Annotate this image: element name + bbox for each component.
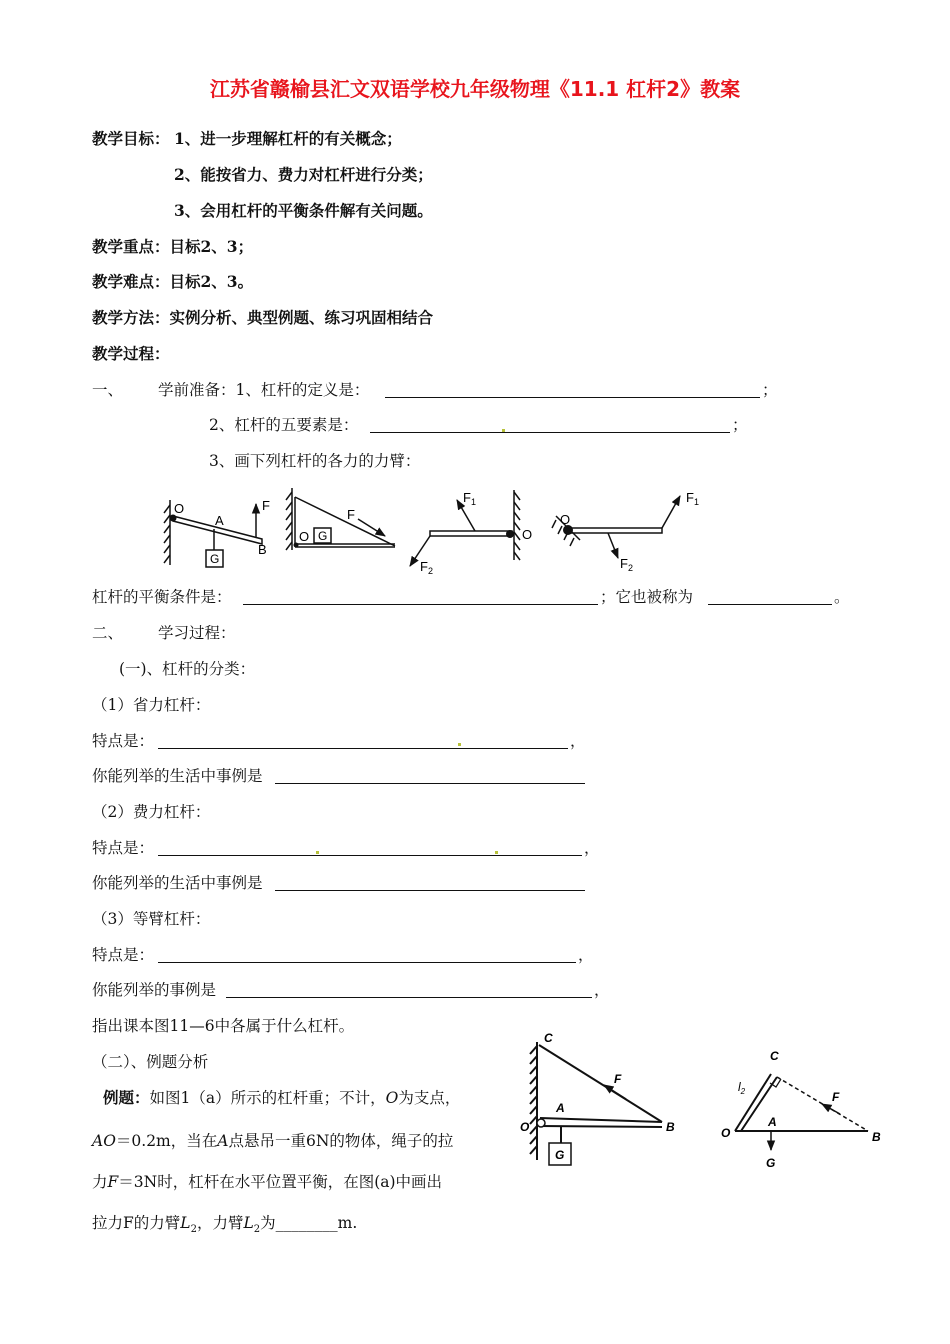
fig1-label-g: G bbox=[210, 552, 220, 566]
example-unit: m. bbox=[337, 1214, 358, 1232]
fig4-f2-sub: 2 bbox=[627, 563, 633, 573]
objectives-label: 教学目标： bbox=[92, 129, 170, 148]
example-answer-blank[interactable]: ________ bbox=[275, 1214, 338, 1232]
objective-3: 3、会用杠杆的平衡条件解有关问题。 bbox=[174, 201, 433, 220]
example-text-3b: ＝3N时，杠杆在水平位置平衡，在图(a)中画出 bbox=[118, 1173, 443, 1191]
prep-q3: 3、画下列杠杆的各力的力臂： bbox=[209, 452, 421, 470]
feature-label-1: 特点是： bbox=[92, 732, 155, 750]
example-text-1: 如图1（a）所示的杠杆重；不计， bbox=[149, 1089, 386, 1107]
fig2-label-f: F bbox=[347, 507, 355, 522]
fig3-f1-letter: F bbox=[463, 490, 471, 505]
example-text-2b: 点悬吊一重6N的物体，绳子的拉 bbox=[228, 1132, 454, 1150]
feature-comma-1: ， bbox=[570, 732, 586, 750]
prep-q2: 2、杠杆的五要素是： bbox=[209, 416, 359, 434]
figa-label-f: F bbox=[614, 1072, 622, 1086]
objective-2: 2、能按省力、费力对杠杆进行分类； bbox=[174, 165, 433, 184]
example-o: O bbox=[385, 1089, 399, 1107]
example-text-2: ＝0.2m，当在 bbox=[115, 1132, 218, 1150]
figb-label-l2 bbox=[738, 1080, 746, 1096]
example-ao: AO bbox=[92, 1132, 116, 1150]
example-label-1: 你能列举的生活中事例是 bbox=[92, 767, 263, 785]
figb-label-f: F bbox=[832, 1090, 840, 1104]
figa-label-b: B bbox=[666, 1120, 675, 1134]
fig4-f1-sub: 1 bbox=[693, 497, 699, 507]
figb-label-g: G bbox=[766, 1156, 776, 1170]
fig3-f2-letter: F bbox=[420, 559, 428, 574]
balance-end: 。 bbox=[834, 588, 850, 606]
class-item-3: （3）等臂杠杆： bbox=[92, 910, 211, 928]
fig2-label-o: O bbox=[299, 529, 310, 544]
fig1-label-b: B bbox=[258, 542, 267, 557]
figb-l2-letter: l bbox=[738, 1080, 741, 1094]
example-text-4b: ，力臂 bbox=[196, 1214, 244, 1232]
fig3-f1-sub: 1 bbox=[470, 497, 476, 507]
example-heading: （二）、例题分析 bbox=[92, 1053, 209, 1071]
figb-label-o: O bbox=[721, 1126, 731, 1140]
figa-label-a: A bbox=[556, 1101, 565, 1115]
feature-comma-2: ， bbox=[584, 839, 600, 857]
figb-label-c: C bbox=[770, 1049, 779, 1063]
figa-label-o: O bbox=[520, 1120, 530, 1134]
objective-1: 1、进一步理解杠杆的有关概念； bbox=[174, 129, 402, 148]
feature-label-3: 特点是： bbox=[92, 946, 155, 964]
figb-label-a: A bbox=[768, 1115, 777, 1129]
fig1-label-o: O bbox=[174, 501, 185, 516]
class-item-2: （2）费力杠杆： bbox=[92, 803, 211, 821]
textbook-note: 指出课本图11—6中各属于什么杠杆。 bbox=[92, 1017, 355, 1035]
example-l2-second: L bbox=[243, 1214, 254, 1232]
example-text-1b: 为支点， bbox=[398, 1089, 461, 1107]
example-figure-b bbox=[735, 1074, 868, 1150]
figa-label-g: G bbox=[555, 1148, 565, 1162]
process-label: 教学过程： bbox=[92, 344, 170, 363]
example-label-3: 你能列举的事例是 bbox=[92, 981, 217, 999]
difficulties: 教学难点：目标2、3。 bbox=[92, 272, 254, 291]
example-text-4a: 拉力F的力臂 bbox=[92, 1214, 181, 1232]
fig3-f2-sub: 2 bbox=[427, 566, 433, 576]
example-text-3a: 力 bbox=[92, 1173, 108, 1191]
fig4-f1-letter: F bbox=[686, 490, 694, 505]
fig3-label-o: O bbox=[522, 527, 533, 542]
learning-label: 学习过程： bbox=[158, 624, 236, 642]
balance-mid: ；它也被称为 bbox=[600, 588, 694, 606]
example-label: 例题： bbox=[103, 1088, 150, 1107]
classification-heading: (一)、杠杆的分类： bbox=[119, 660, 256, 678]
example-l2-sub-second: 2 bbox=[253, 1224, 261, 1236]
prep-q2-end: ； bbox=[732, 416, 748, 434]
example-text-4c: 为 bbox=[260, 1214, 276, 1232]
fig2-label-g: G bbox=[318, 529, 328, 543]
example-label-2: 你能列举的生活中事例是 bbox=[92, 874, 263, 892]
balance-text: 杠杆的平衡条件是： bbox=[92, 588, 232, 606]
example-a: A bbox=[217, 1132, 229, 1150]
class-item-1: （1）省力杠杆： bbox=[92, 696, 211, 714]
prep-q1: 学前准备：1、杠杆的定义是： bbox=[158, 381, 370, 399]
example-figure-a bbox=[530, 1042, 662, 1165]
feature-label-2: 特点是： bbox=[92, 839, 155, 857]
example-l2-sub: 2 bbox=[190, 1224, 197, 1236]
fig4-f2-letter: F bbox=[620, 556, 628, 571]
methods: 教学方法：实例分析、典型例题、练习巩固相结合 bbox=[92, 308, 434, 327]
prep-number: 一、 bbox=[92, 381, 124, 399]
prep-q1-end: ； bbox=[762, 381, 778, 399]
figb-label-b: B bbox=[872, 1130, 881, 1144]
figb-l2-sub: 2 bbox=[740, 1087, 746, 1096]
page-title: 江苏省赣榆县汇文双语学校九年级物理《11.1 杠杆2》教案 bbox=[209, 77, 741, 101]
fig1-label-f: F bbox=[262, 498, 270, 513]
example-comma-3: ， bbox=[594, 981, 610, 999]
example-f: F bbox=[107, 1173, 119, 1191]
figa-label-c: C bbox=[544, 1031, 553, 1045]
fig1-label-a: A bbox=[215, 513, 224, 528]
learning-number: 二、 bbox=[92, 624, 124, 642]
fig4-label-o: O bbox=[560, 512, 571, 527]
example-l2: L bbox=[180, 1214, 191, 1232]
key-points: 教学重点：目标2、3； bbox=[92, 237, 254, 256]
feature-comma-3: ， bbox=[578, 946, 594, 964]
